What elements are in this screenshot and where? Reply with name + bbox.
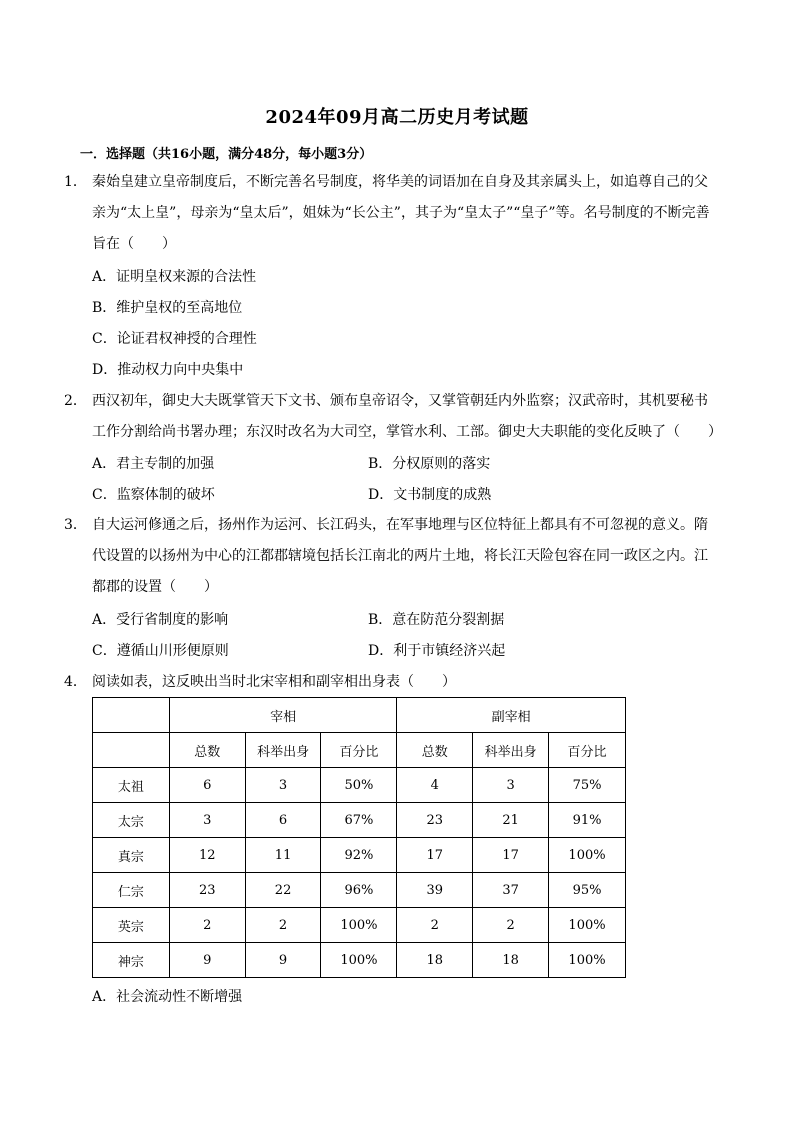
table-cell: 21 — [473, 803, 549, 838]
table-cell: 3 — [169, 803, 245, 838]
question-3-option-c[interactable]: C．遵循山川形便原则 — [92, 643, 229, 659]
table-cell: 18 — [473, 943, 549, 978]
table-cell: 91% — [549, 803, 626, 838]
question-1-option-b[interactable]: B．维护皇权的至高地位 — [92, 300, 243, 316]
table-cell: 37 — [473, 873, 549, 908]
table-cell: 95% — [549, 873, 626, 908]
table-subheader: 科举出身 — [473, 733, 549, 768]
section-heading: 一．选择题（共16小题，满分48分，每小题3分） — [80, 147, 373, 162]
table-subheader: 百分比 — [321, 733, 397, 768]
table-cell: 9 — [169, 943, 245, 978]
table-cell: 11 — [245, 838, 321, 873]
table-cell: 100% — [549, 908, 626, 943]
table-cell: 2 — [473, 908, 549, 943]
question-stem: 阅读如表，这反映出当时北宋宰相和副宰相出身表（ ） — [92, 674, 456, 690]
table-cell: 2 — [169, 908, 245, 943]
table-cell: 12 — [169, 838, 245, 873]
table-cell: 100% — [549, 943, 626, 978]
minister-origin-table — [92, 697, 626, 978]
table-row — [93, 768, 626, 803]
table-cell: 23 — [169, 873, 245, 908]
table-cell: 100% — [321, 908, 397, 943]
question-number: 3． — [64, 517, 87, 533]
question-1 — [64, 167, 720, 260]
question-number: 4． — [64, 674, 87, 690]
question-2-option-b[interactable]: B．分权原则的落实 — [368, 456, 491, 472]
table-row — [93, 908, 626, 943]
question-1-option-d[interactable]: D．推动权力向中央集中 — [92, 362, 244, 378]
table-cell: 2 — [245, 908, 321, 943]
table-subheader: 百分比 — [549, 733, 626, 768]
question-3-option-a[interactable]: A．受行省制度的影响 — [92, 612, 229, 628]
table-cell: 100% — [549, 838, 626, 873]
table-subheader: 总数 — [397, 733, 473, 768]
table-cell: 3 — [473, 768, 549, 803]
table-cell: 太祖 — [93, 768, 170, 803]
table-row — [93, 803, 626, 838]
table-cell: 4 — [397, 768, 473, 803]
table-cell: 39 — [397, 873, 473, 908]
table-group-header: 宰相 — [169, 698, 397, 733]
table-cell: 100% — [321, 943, 397, 978]
table-cell: 3 — [245, 768, 321, 803]
question-2-option-c[interactable]: C．监察体制的破坏 — [92, 487, 215, 503]
table-cell: 17 — [397, 838, 473, 873]
table-cell: 太宗 — [93, 803, 170, 838]
question-4 — [64, 667, 720, 698]
table-cell: 50% — [321, 768, 397, 803]
question-2-option-d[interactable]: D．文书制度的成熟 — [368, 487, 492, 503]
question-3-option-d[interactable]: D．利于市镇经济兴起 — [368, 643, 506, 659]
question-stem: 自大运河修通之后，扬州作为运河、长江码头，在军事地理与区位特征上都具有不可忽视的意义。隋代设置的以扬州为中心的江都郡辖境包括长江南北的两片土地，将长江天险包容在同一政区之内。江都郡的设置（ ） — [92, 517, 708, 595]
table-cell: 6 — [245, 803, 321, 838]
table-cell: 2 — [397, 908, 473, 943]
table-corner-cell — [93, 698, 170, 733]
question-stem: 西汉初年，御史大夫既掌管天下文书、颁布皇帝诏令，又掌管朝廷内外监察；汉武帝时，其机要秘书工作分割给尚书署办理；东汉时改名为大司空，掌管水利、工部。御史大夫职能的变化反映了（ ） — [92, 393, 722, 440]
question-number: 1． — [64, 174, 87, 190]
question-2 — [64, 386, 722, 448]
table-group-header: 副宰相 — [397, 698, 626, 733]
question-1-option-c[interactable]: C．论证君权神授的合理性 — [92, 331, 257, 347]
table-cell: 9 — [245, 943, 321, 978]
table-row — [93, 943, 626, 978]
table-subheader: 总数 — [169, 733, 245, 768]
table-cell: 真宗 — [93, 838, 170, 873]
table-row — [93, 873, 626, 908]
table-cell: 神宗 — [93, 943, 170, 978]
question-3-option-b[interactable]: B．意在防范分裂割据 — [368, 612, 505, 628]
table-cell: 6 — [169, 768, 245, 803]
table-corner-cell — [93, 733, 170, 768]
table-subheader: 科举出身 — [245, 733, 321, 768]
question-stem: 秦始皇建立皇帝制度后，不断完善名号制度，将华美的词语加在自身及其亲属头上，如追尊自己的父亲为“太上皇”，母亲为“皇太后”，姐妹为“长公主”，其子为“皇太子”“皇子”等。名号制度的不断完善旨在（ ） — [92, 174, 710, 252]
table-cell: 仁宗 — [93, 873, 170, 908]
table-cell: 22 — [245, 873, 321, 908]
page-title: 2024年09月高二历史月考试题 — [265, 107, 529, 128]
question-3 — [64, 510, 720, 603]
table-row — [93, 838, 626, 873]
table-cell: 67% — [321, 803, 397, 838]
table-cell: 92% — [321, 838, 397, 873]
table-cell: 96% — [321, 873, 397, 908]
table-cell: 17 — [473, 838, 549, 873]
table-cell: 75% — [549, 768, 626, 803]
question-4-option-a[interactable]: A．社会流动性不断增强 — [92, 989, 243, 1005]
question-2-option-a[interactable]: A．君主专制的加强 — [92, 456, 215, 472]
table-subheader-row — [93, 733, 626, 768]
question-1-option-a[interactable]: A．证明皇权来源的合法性 — [92, 269, 257, 285]
question-number: 2． — [64, 393, 87, 409]
table-cell: 23 — [397, 803, 473, 838]
table-cell: 18 — [397, 943, 473, 978]
table-cell: 英宗 — [93, 908, 170, 943]
table-header-row — [93, 698, 626, 733]
